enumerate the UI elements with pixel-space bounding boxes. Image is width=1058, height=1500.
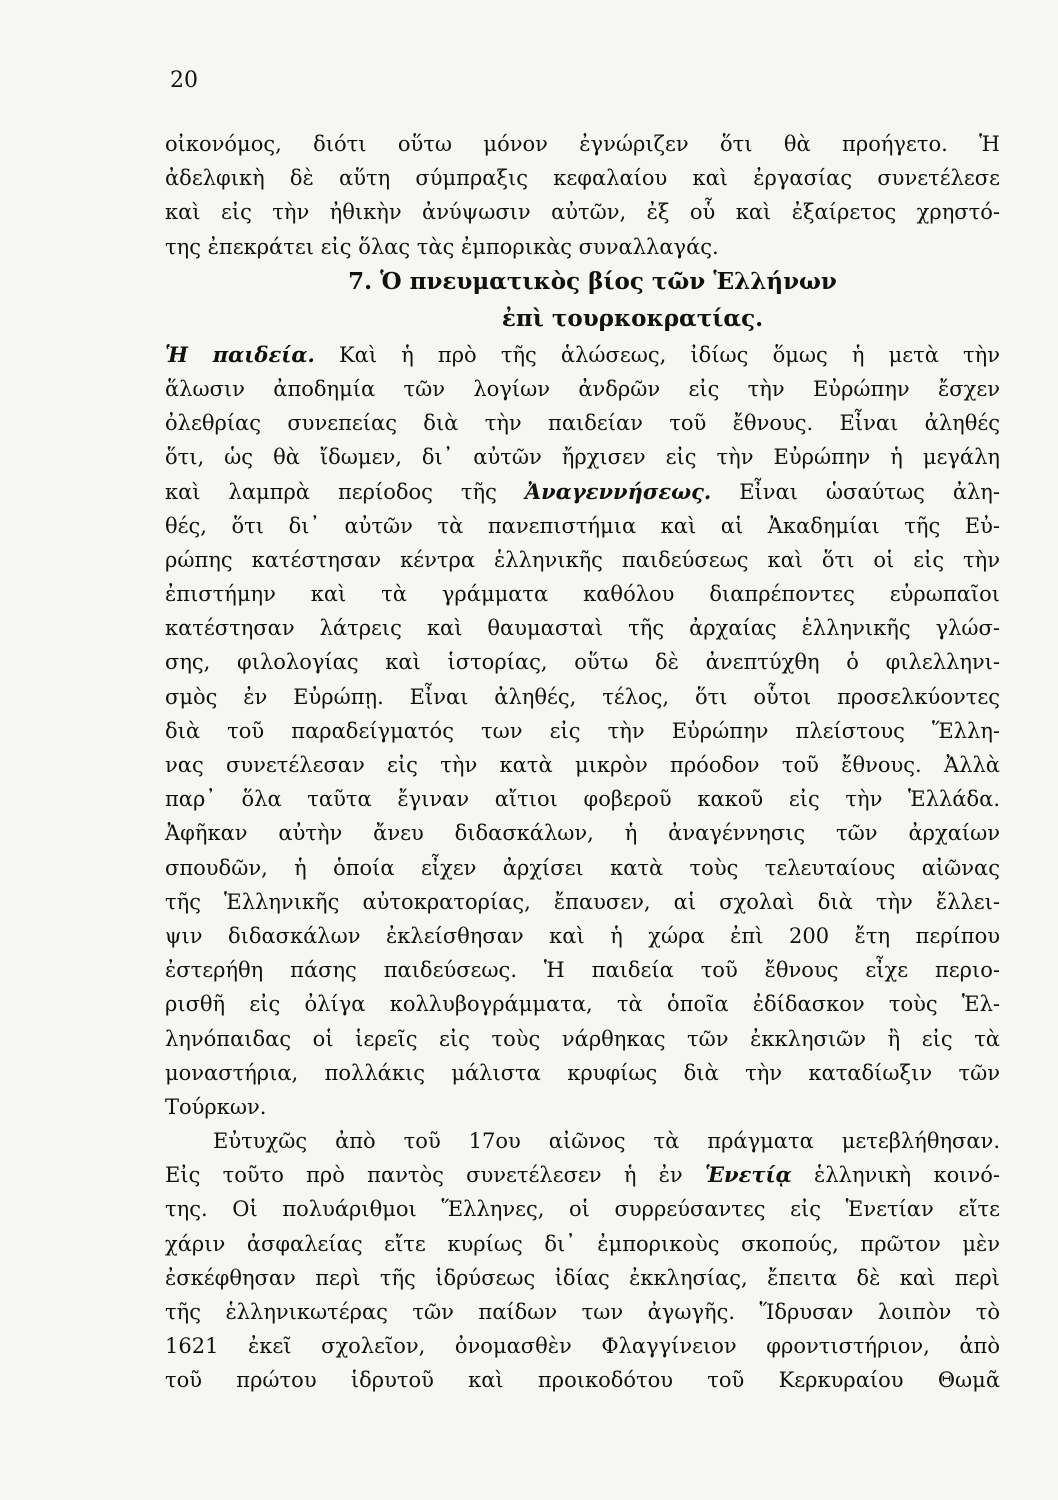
text-line: ρώπης κατέστησαν κέντρα ἑλληνικῆς παιδεύσεως καὶ ὅτι οἱ εἰς τὴν (165, 547, 1000, 572)
renaissance-post: Εἶναι ὡσαύτως ἀλη- (711, 479, 1000, 504)
text-line: ἐπιστήμην καὶ τὰ γράμματα καθόλου διαπρέποντες εὐρωπαῖοι (165, 582, 1000, 607)
text-line: της. Οἱ πολυάριθμοι Ἕλληνες, οἱ συρρεύσαντες εἰς Ἑνετίαν εἴτε (165, 1197, 1000, 1222)
text-line: τῆς Ἑλληνικῆς αὐτοκρατορίας, ἔπαυσεν, αἱ σχολαὶ διὰ τὴν ἔλλει- (165, 889, 1000, 914)
section-title-continued: ἐπὶ τουρκοκρατίας. (501, 304, 764, 332)
venice-pre: Εἰς τοῦτο πρὸ παντὸς συνετέλεσεν ἡ ἐν (165, 1163, 705, 1188)
text-line: θές, ὅτι δι᾽ αὐτῶν τὰ πανεπιστήμια καὶ αἱ Ἀκαδημίαι τῆς Εὐ- (165, 513, 1000, 538)
text-line: χάριν ἀσφαλείας εἴτε κυρίως δι᾽ ἐμπορικοὺς σκοπούς, πρῶτον μὲν (165, 1231, 1000, 1256)
text-line: ἀδελφικὴ δὲ αὕτη σύμπραξις κεφαλαίου καὶ ἐργασίας συνετέλεσε (165, 166, 1000, 191)
text-line: μοναστήρια, πολλάκις μάλιστα κρυφίως διὰ τὴν καταδίωξιν τῶν (165, 1060, 1000, 1085)
text-line: σμὸς ἐν Εὐρώπῃ. Εἶναι ἀληθές, τέλος, ὅτι οὗτοι προσελκύοντες (165, 684, 1000, 709)
text-line: παρ᾽ ὅλα ταῦτα ἔγιναν αἴτιοι φοβεροῦ κακοῦ εἰς τὴν Ἑλλάδα. (165, 787, 1000, 812)
text-line: της ἐπεκράτει εἰς ὅλας τὰς ἐμπορικὰς συναλλαγάς. (165, 234, 719, 259)
section-title: 7. Ὁ πνευματικὸς βίος τῶν Ἑλλήνων (348, 267, 837, 295)
text-line (165, 1158, 1000, 1192)
text-line (165, 475, 1000, 509)
text-line: διὰ τοῦ παραδείγματός των εἰς τὴν Εὐρώπην πλείστους Ἕλλη- (165, 718, 1000, 743)
text-line: κατέστησαν λάτρεις καὶ θαυμασταὶ τῆς ἀρχαίας ἑλληνικῆς γλώσ- (165, 616, 1000, 641)
body-text (165, 127, 1000, 1398)
text-line: ὀλεθρίας συνεπείας διὰ τὴν παιδείαν τοῦ ἔθνους. Εἶναι ἀληθές (165, 411, 1000, 436)
renaissance-word: Ἀναγεννήσεως. (524, 478, 712, 504)
text-line: ψιν διδασκάλων ἐκλείσθησαν καὶ ἡ χώρα ἐπὶ 200 ἔτη περίπου (165, 923, 1000, 948)
subhead-rest: Καὶ ἡ πρὸ τῆς ἁλώσεως, ἰδίως ὅμως ἡ μετὰ τὴν (314, 342, 1000, 367)
text-line: ἐσκέφθησαν περὶ τῆς ἱδρύσεως ἰδίας ἐκκλησίας, ἔπειτα δὲ καὶ περὶ (165, 1265, 1000, 1290)
text-line: οἰκονόμος, διότι οὕτω μόνον ἐγνώριζεν ὅτι θὰ προήγετο. Ἡ (165, 132, 1000, 156)
text-line: ὅτι, ὡς θὰ ἴδωμεν, δι᾽ αὐτῶν ἤρχισεν εἰς τὴν Εὐρώπην ἡ μεγάλη (165, 445, 1000, 470)
text-line: σπουδῶν, ἡ ὁποία εἶχεν ἀρχίσει κατὰ τοὺς τελευταίους αἰῶνας (165, 855, 1000, 880)
text-line: ἐστερήθη πάσης παιδεύσεως. Ἡ παιδεία τοῦ ἔθνους εἶχε περιο- (165, 958, 1000, 983)
text-line: νας συνετέλεσαν εἰς τὴν κατὰ μικρὸν πρόοδον τοῦ ἔθνους. Ἀλλὰ (165, 753, 1000, 777)
venice-post: ἑλληνικὴ κοινό- (791, 1163, 1000, 1188)
text-line (165, 338, 1000, 372)
text-line: τῆς ἑλληνικωτέρας τῶν παίδων των ἀγωγῆς. Ἵδρυσαν λοιπὸν τὸ (165, 1300, 1000, 1324)
text-line: καὶ εἰς τὴν ἠθικὴν ἀνύψωσιν αὐτῶν, ἐξ οὗ καὶ ἐξαίρετος χρηστό- (165, 200, 1000, 225)
page-number: 20 (170, 68, 198, 93)
text-line: Ἀφῆκαν αὐτὴν ἄνευ διδασκάλων, ἡ ἀναγέννησις τῶν ἀρχαίων (165, 821, 1000, 846)
text-line: Εὐτυχῶς ἀπὸ τοῦ 17ου αἰῶνος τὰ πράγματα μετεβλήθησαν. (213, 1129, 1000, 1154)
text-line: ρισθῆ εἰς ὀλίγα κολλυβογράμματα, τὰ ὁποῖα ἐδίδασκον τοὺς Ἑλ- (165, 992, 1000, 1017)
text-line: σης, φιλολογίας καὶ ἱστορίας, οὕτω δὲ ἀνεπτύχθη ὁ φιλελληνι- (165, 650, 1000, 675)
subhead: Ἡ παιδεία. (165, 341, 315, 367)
text-line: τοῦ πρώτου ἱδρυτοῦ καὶ προικοδότου τοῦ Κερκυραίου Θωμᾶ (165, 1368, 1000, 1393)
venice-word: Ἑνετίᾳ (704, 1162, 792, 1188)
text-line: ἅλωσιν ἀποδημία τῶν λογίων ἀνδρῶν εἰς τὴν Εὐρώπην ἔσχεν (165, 376, 1000, 401)
text-line: ληνόπαιδας οἱ ἱερεῖς εἰς τοὺς νάρθηκας τῶν ἐκκλησιῶν ἢ εἰς τὰ (165, 1026, 1000, 1051)
text-line: 1621 ἐκεῖ σχολεῖον, ὀνομασθὲν Φλαγγίνειον φροντιστήριον, ἀπὸ (165, 1334, 1000, 1359)
text-line: Τούρκων. (165, 1094, 267, 1119)
renaissance-pre: καὶ λαμπρὰ περίοδος τῆς (165, 479, 525, 504)
